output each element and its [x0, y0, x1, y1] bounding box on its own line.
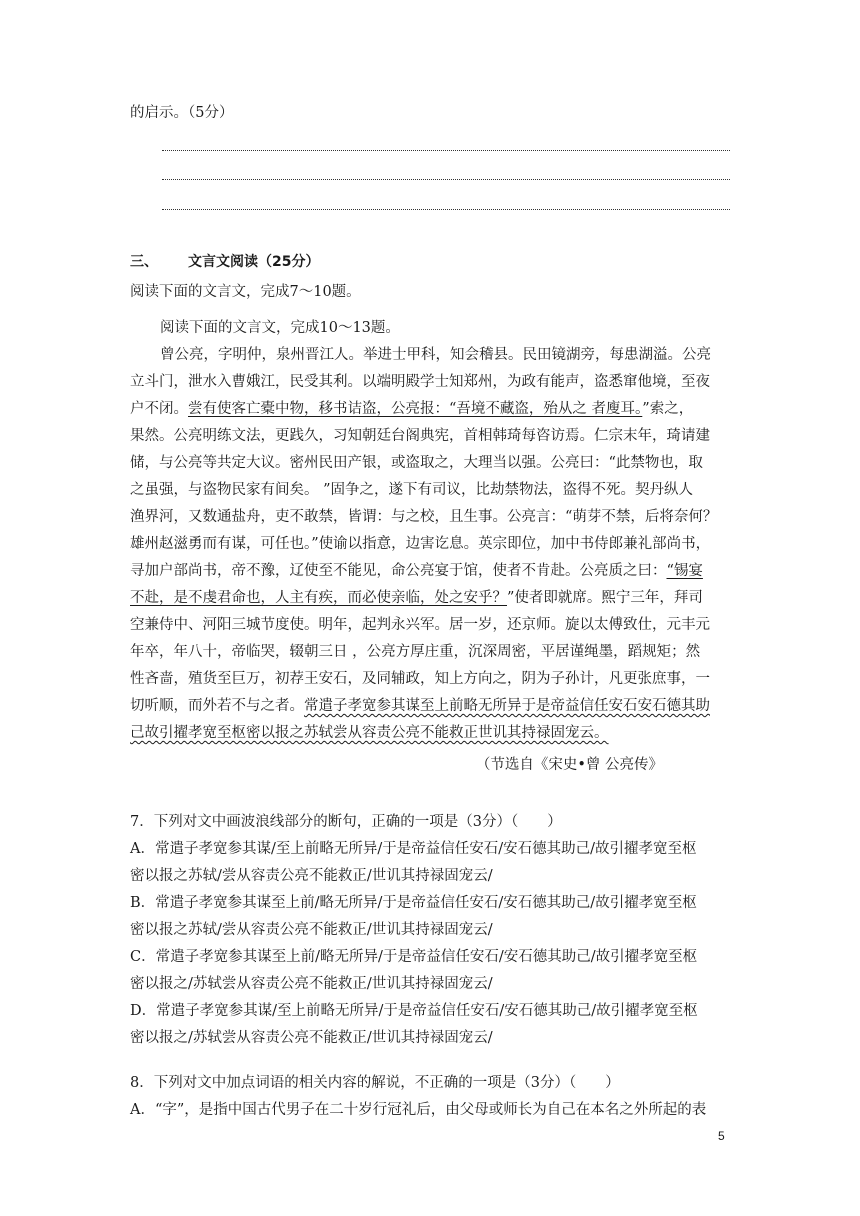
underlined-sentence: 尝有使客亡橐中物，移书诘盗，公亮报：“吾境不藏盗，殆从之 者廋耳。 — [188, 401, 643, 417]
passage-line — [130, 696, 710, 716]
passage-line: 空兼侍中、河阳三城节度使。明年，起判永兴军。居一岁，还京师。旋以太傅致仕，元丰元 — [130, 617, 710, 633]
question-7-option-b-cont: 密以报之苏轼/尝从容责公亮不能救正/世讥其持禄固宠云/ — [130, 922, 493, 938]
passage-text: ”使者即就席。熙宁三年，拜司 — [507, 590, 703, 606]
question-8-stem: 8．下列对文中加点词语的相关内容的解说，不正确的一项是（3分）（ ） — [130, 1075, 620, 1091]
passage-line: 渔界河，又数通盐舟，吏不敢禁，皆谓：与之校，且生事。公亮言：“萌芽不禁，后将奈何？ — [130, 509, 718, 525]
question-7-option-a-cont: 密以报之苏轼/尝从容责公亮不能救正/世讥其持禄固宠云/ — [130, 868, 493, 884]
section-number: 三、 — [130, 254, 158, 270]
section-instruction: 阅读下面的文言文，完成7～10题。 — [130, 284, 361, 300]
section-heading — [130, 252, 319, 272]
section-instruction: 阅读下面的文言文，完成10～13题。 — [160, 320, 400, 336]
passage-line: 曾公亮，字明仲，泉州晋江人。举进士甲科，知会稽县。民田镜湖旁，每患湖溢。公亮 — [160, 347, 711, 363]
passage-text: ”索之， — [642, 401, 694, 417]
question-7-option-d-cont: 密以报之/苏轼尝从容责公亮不能救正/世讥其持禄固宠云/ — [130, 1030, 493, 1046]
question-7-option-c: C．常遣子孝宽参其谋至上前/略无所异/于是帝益信任安石/安石德其助己/故引擢孝宽至枢 — [130, 949, 698, 965]
underlined-sentence: 不赴，是不虔君命也，人主有疾，而必使亲临，处之安乎？ — [130, 590, 507, 606]
passage-line — [130, 399, 693, 419]
passage-line: 储，与公亮等共定大议。密州民田产银，或盗取之，大理当以强。公亮曰：“此禁物也，取 — [130, 455, 703, 471]
answer-line — [162, 150, 730, 151]
passage-text: 切听顺，而外若不与之者。 — [130, 698, 304, 714]
passage-line: 之虽强，与盗物民家有间矣。 ”固争之，遂下有司议，比劫禁物法，盗得不死。契丹纵人 — [130, 482, 694, 498]
answer-line — [162, 209, 730, 210]
question-7-stem: 7．下列对文中画波浪线部分的断句，正确的一项是（3分）（ ） — [130, 814, 562, 830]
passage-line: 性吝啬，殖货至巨万，初荐王安石，及同辅政，知上方向之，阴为子孙计，凡更张庶事，一 — [130, 671, 710, 687]
previous-question-tail: 的启示。（5分） — [130, 105, 234, 121]
question-7-option-a: A．常遣子孝宽参其谋/至上前略无所异/于是帝益信任安石/安石德其助己/故引擢孝宽至枢 — [130, 841, 697, 857]
passage-line — [130, 723, 609, 743]
underlined-sentence: “锡宴 — [666, 563, 703, 579]
question-7-option-c-cont: 密以报之/苏轼尝从容责公亮不能救正/世讥其持禄固宠云/ — [130, 976, 493, 992]
passage-line: 年卒，年八十，帝临哭，辍朝三日 ，公亮方厚庄重，沉深周密，平居谨绳墨，蹈规矩；然 — [130, 644, 701, 660]
passage-source: （节选自《宋史•曾 公亮传》 — [475, 757, 663, 773]
wavy-underlined-sentence: 常遣子孝宽参其谋至上前略无所异于是帝益信任安石安石德其助 — [304, 698, 710, 714]
question-7-option-b: B．常遣子孝宽参其谋至上前/略无所异/于是帝益信任安石/安石德其助己/故引擢孝宽至枢 — [130, 895, 697, 911]
wavy-underlined-sentence: 己故引擢孝宽至枢密以报之苏轼尝从容责公亮不能救正世讥其持禄固宠云。 — [130, 725, 609, 741]
passage-line: 立斗门，泄水入曹娥江，民受其利。以端明殿学士知郑州，为政有能声，盗悉窜他境，至夜 — [130, 374, 710, 390]
passage-line: 果然。公亮明练文法，更践久，习知朝廷台阁典宪，首相韩琦每咨访焉。仁宗末年，琦请建 — [130, 428, 710, 444]
section-title: 文言文阅读（25分） — [188, 254, 320, 270]
question-8-option-a: A．“字”，是指中国古代男子在二十岁行冠礼后，由父母或师长为自己在本名之外所起的表 — [130, 1102, 707, 1118]
passage-line: 雄州赵滋勇而有谋，可任也。”使谕以指意，边害讫息。英宗即位，加中书侍郎兼礼部尚书， — [130, 536, 711, 552]
passage-text: 寻加户部尚书，帝不豫，辽使至不能见，命公亮宴于馆，使者不肯赴。公亮质之曰： — [130, 563, 667, 579]
passage-line — [130, 561, 703, 581]
question-7-option-d: D．常遣子孝宽参其谋/至上前略无所异/于是帝益信任安石/安石德其助己/故引擢孝宽至枢 — [130, 1003, 698, 1019]
passage-text: 户不闭。 — [130, 401, 188, 417]
passage-line — [130, 588, 703, 608]
answer-line — [162, 179, 730, 180]
page-number: 5 — [718, 1129, 725, 1143]
